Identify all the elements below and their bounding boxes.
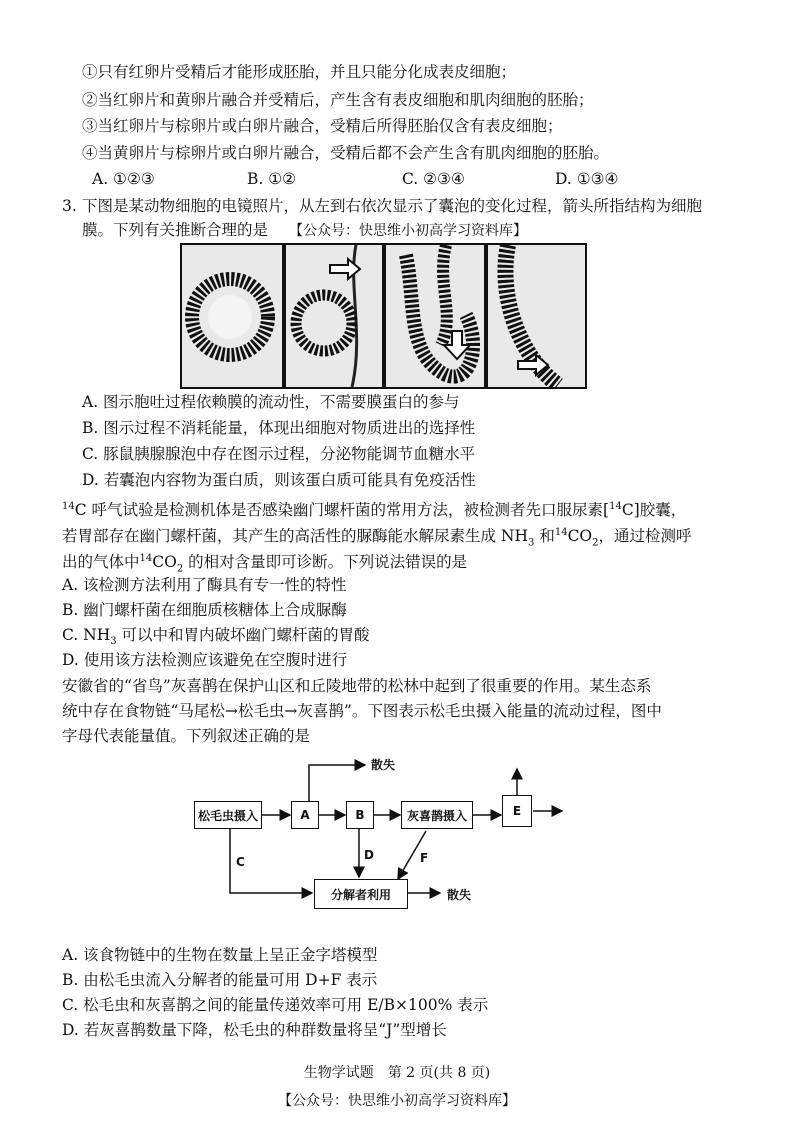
q3-stem-line-2 — [82, 219, 527, 242]
micrograph-panel-2 — [284, 243, 384, 389]
decomposer-box: 分解者利用 — [314, 879, 408, 909]
q4-option-a: A. 该检测方法利用了酶具有专一性的特性 — [62, 576, 347, 594]
micrograph-panel-3 — [384, 243, 486, 389]
q2-option-b: B. ①② — [247, 170, 297, 188]
loss-label-bottom: 散失 — [447, 888, 472, 902]
loss-label-top: 散失 — [371, 758, 396, 772]
vesicle-image-1 — [182, 245, 282, 387]
q5-stem-line-1: 安徽省的“省鸟”灰喜鹊在保护山区和丘陵地带的松林中起到了很重要的作用。某生态系 — [62, 677, 652, 695]
micrograph-panel-1 — [180, 243, 284, 389]
q4-option-d: D. 使用该方法检测应该避免在空腹时进行 — [62, 651, 348, 669]
q5-stem-line-2: 统中存在食物链“马尾松→松毛虫→灰喜鹊”。下图表示松毛虫摄入能量的流动过程，图中 — [62, 702, 662, 720]
q5-option-d: D. 若灰喜鹊数量下降，松毛虫的种群数量将呈“J”型增长 — [62, 1021, 447, 1039]
q2-option-d: D. ①③④ — [555, 170, 619, 188]
footer-watermark: 【公众号：快思维小初高学习资料库】 — [278, 1093, 516, 1109]
magpie-intake-box: 灰喜鹊摄入 — [401, 801, 473, 829]
q4-stem-line-2: 若胃部存在幽门螺杆菌，其产生的高活性的脲酶能水解尿素生成 $NH_3$ 和$^{14}CO_2$，通过检测呼 — [62, 527, 692, 549]
page-footer: 生物学试题 第 2 页(共 8 页) — [303, 1065, 491, 1081]
q5-stem-line-3: 字母代表能量值。下列叙述正确的是 — [62, 727, 311, 745]
pine-caterpillar-intake-box: 松毛虫摄入 — [194, 801, 262, 829]
micrograph-panel-4 — [486, 243, 587, 389]
q2-statement-4: ④当黄卵片与棕卵片或白卵片融合，受精后都不会产生含有肌肉细胞的胚胎。 — [82, 144, 610, 162]
q4-stem-line-3: 出的气体中$^{14}CO_2$ 的相对含量即可诊断。下列说法错误的是 — [62, 553, 468, 575]
q5-option-a: A. 该食物链中的生物在数量上呈正金字塔模型 — [62, 946, 378, 964]
arrow-icon — [330, 259, 360, 279]
label-f: F — [420, 851, 429, 865]
q2-option-c: C. ②③④ — [402, 170, 465, 188]
q3-option-a: A. 图示胞吐过程依赖膜的流动性，不需要膜蛋白的参与 — [82, 393, 460, 411]
label-d: D — [364, 848, 374, 862]
vesicle-image-4 — [488, 245, 585, 387]
energy-flow-diagram — [190, 755, 610, 920]
q5-option-c: C. 松毛虫和灰喜鹊之间的能量传递效率可用 E/B×100% 表示 — [62, 996, 489, 1014]
electron-micrograph — [180, 243, 585, 385]
q2-statement-1: ①只有红卵片受精后才能形成胚胎，并且只能分化成表皮细胞； — [82, 63, 517, 81]
q3-stem-line-1: 下图是某动物细胞的电镜照片，从左到右依次显示了囊泡的变化过程，箭头所指结构为细胞 — [82, 197, 703, 215]
q2-statement-3: ③当红卵片与棕卵片或白卵片融合，受精后所得胚胎仅含有表皮细胞； — [82, 117, 563, 135]
q5-option-b: B. 由松毛虫流入分解者的能量可用 D+F 表示 — [62, 971, 378, 989]
label-c: C — [236, 855, 245, 869]
q4-stem-line-1: $^{14}$C 呼气试验是检测机体是否感染幽门螺杆菌的常用方法，被检测者先口服尿素[$^{14}$C]胶囊， — [62, 501, 687, 520]
q3-number: 3. — [62, 197, 77, 215]
q2-statement-2: ②当红卵片和黄卵片融合并受精后，产生含有表皮细胞和肌肉细胞的胚胎； — [82, 91, 594, 109]
q4-option-b: B. 幽门螺杆菌在细胞质核糖体上合成脲酶 — [62, 601, 347, 619]
energy-box-e: E — [502, 795, 532, 827]
q3-option-d: D. 若囊泡内容物为蛋白质，则该蛋白质可能具有免疫活性 — [82, 471, 476, 489]
isotope-14: 14 — [62, 501, 75, 512]
q3-option-b: B. 图示过程不消耗能量，体现出细胞对物质进出的选择性 — [82, 419, 476, 437]
q3-watermark: 【公众号：快思维小初高学习资料库】 — [288, 223, 527, 239]
q2-option-a: A. ①②③ — [92, 170, 155, 188]
q3-option-c: C. 豚鼠胰腺腺泡中存在图示过程，分泌物能调节血糖水平 — [82, 445, 476, 463]
energy-box-a: A — [291, 801, 319, 829]
vesicle-image-2 — [286, 245, 382, 387]
vesicle-image-3 — [386, 245, 484, 387]
q4-option-c: C. $NH_3$ 可以中和胃内破坏幽门螺杆菌的胃酸 — [62, 626, 370, 648]
q3-stem-text: 膜。下列有关推断合理的是 — [82, 221, 269, 239]
energy-box-b: B — [346, 801, 374, 829]
